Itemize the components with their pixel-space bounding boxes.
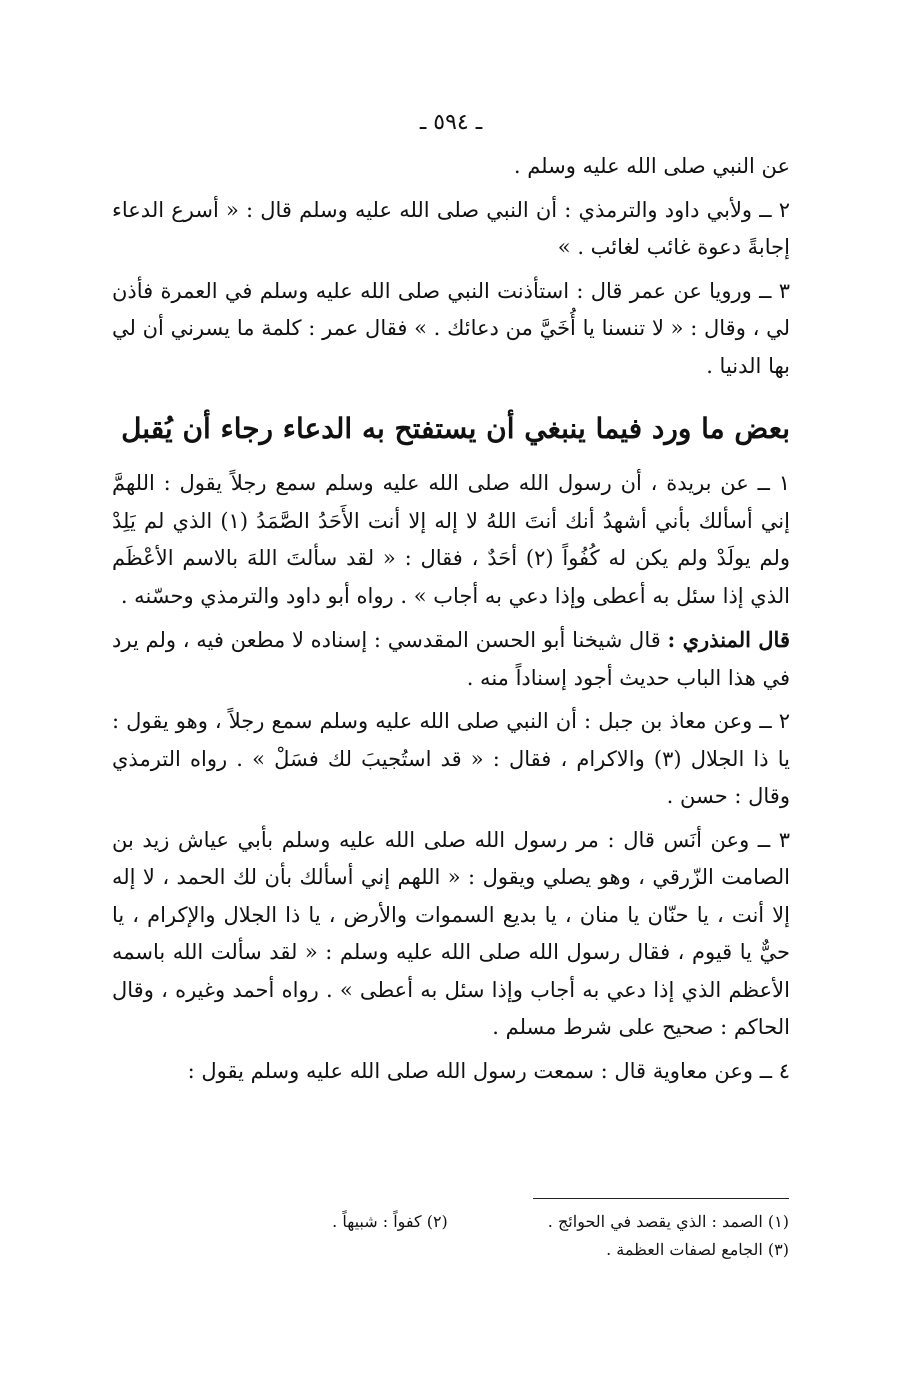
hadith-paragraph: ٢ ــ ولأبي داود والترمذي : أن النبي صلى الله عليه وسلم قال : « أسرع الدعاء إجابةً دعوة غائب لغائب . » — [112, 197, 790, 259]
hadith-paragraph: ٢ ــ وعن معاذ بن جبل : أن النبي صلى الله عليه وسلم سمع رجلاً ، وهو يقول : يا ذا الجلال (٣) والاكرام ، فقال : « قد استُجيبَ لك فسَلْ » . رواه الترمذي وقال : حسن . — [112, 709, 790, 808]
page-number: ـ ٥٩٤ ـ — [419, 110, 483, 135]
section-heading: بعض ما ورد فيما ينبغي أن يستفتح به الدعاء رجاء أن يُقبل — [121, 412, 790, 445]
hadith-paragraph: ١ ــ عن بريدة ، أن رسول الله صلى الله عليه وسلم سمع رجلاً يقول : اللهمَّ إني أسألك بأني أشهدُ أنك أنتَ اللهُ لا إله إلا أنت الأَحَدُ الصَّمَدُ (١) الذي لم يَلِدْ ولم يولَدْ ولم يكن له كُفُواً (٢) أحَدٌ ، فقال : « لقد سألتَ اللهَ بالاسم الأعْظَم الذي إذا سئل به أعطى وإذا دعي به أجاب » . رواه أبو داود والترمذي وحسّنه . — [112, 471, 790, 608]
footnote-row — [229, 1236, 789, 1264]
footnotes — [229, 1208, 789, 1264]
page-body — [112, 108, 790, 1096]
commentary-lead: قال المنذري : — [667, 627, 790, 652]
hadith-paragraph: ٣ ــ ورويا عن عمر قال : استأذنت النبي صلى الله عليه وسلم في العمرة فأذن لي ، وقال : « لا تنسنا يا أُخَيَّ من دعائك . » فقال عمر : كلمة ما يسرني أن لي بها الدنيا . — [112, 278, 790, 378]
commentary-text: قال شيخنا أبو الحسن المقدسي : إسناده لا مطعن فيه ، ولم يرد في هذا الباب حديث أجود إسناداً منه . — [112, 628, 790, 690]
hadith-paragraph: ٣ ــ وعن أنَس قال : مر رسول الله صلى الله عليه وسلم بأبي عياش زيد بن الصامت الزّرقي ، وهو يصلي ويقول : « اللهم إني أسألك بأن لك الحمد ، لا إله إلا أنت ، يا حنّان يا منان ، يا بديع السموات والأرض ، يا ذا الجلال والإكرام ، يا حيٌّ يا قيوم ، فقال رسول الله صلى الله عليه وسلم : « لقد سألت الله باسمه الأعظم الذي إذا دعي به أجاب وإذا سئل به أعطى » . رواه أحمد وغيره ، وقال الحاكم : صحيح على شرط مسلم . — [112, 827, 790, 1039]
footnote-row — [229, 1208, 789, 1236]
footnote-1: (١) الصمد : الذي يقصد في الحوائج . — [547, 1212, 789, 1231]
continuation-paragraph: عن النبي صلى الله عليه وسلم . — [513, 154, 790, 178]
footnote-divider — [533, 1198, 789, 1199]
footnote-3: (٣) الجامع لصفات العظمة . — [606, 1240, 789, 1259]
footnote-2: (٢) كفواً : شبيهاً . — [332, 1212, 448, 1231]
hadith-paragraph: ٤ ــ وعن معاوية قال : سمعت رسول الله صلى الله عليه وسلم يقول : — [187, 1058, 790, 1083]
commentary-paragraph — [112, 621, 790, 697]
